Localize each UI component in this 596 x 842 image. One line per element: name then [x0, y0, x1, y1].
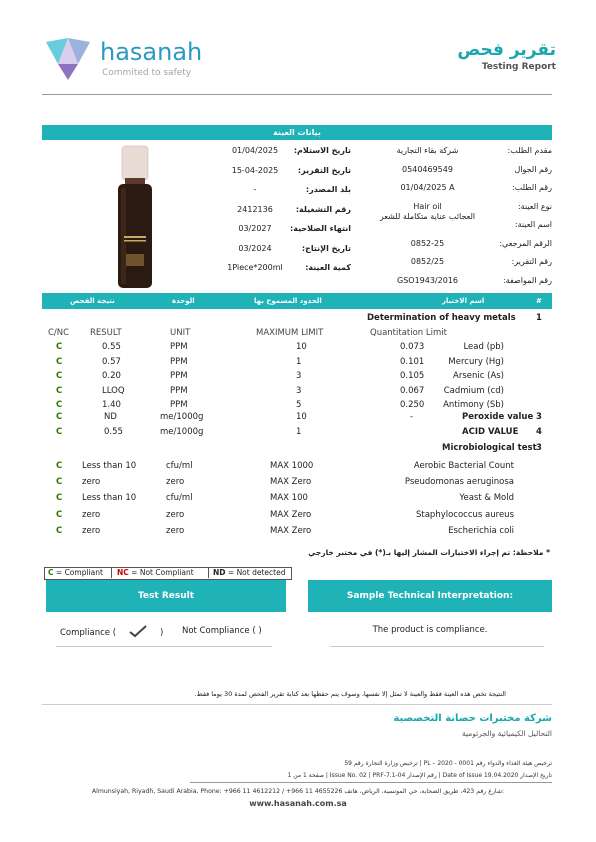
- external-lab-note: * ملاحظة: تم إجراء الاختبارات المشار إليها بـ(*) في مختبر خارجي: [308, 548, 550, 557]
- right-field-value: شركة بقاء التجارية: [396, 146, 459, 155]
- right-field-value: العجائب عناية متكاملة للشعر: [379, 212, 476, 221]
- unit-value: zero: [166, 509, 185, 520]
- col-max: MAXIMUM LIMIT: [256, 328, 324, 338]
- compliance-code: C: [56, 493, 63, 504]
- unit-value: PPM: [170, 371, 188, 381]
- unit-value: cfu/ml: [166, 461, 193, 471]
- compliance-code: C: [56, 525, 63, 536]
- compliance-code: C: [56, 371, 63, 381]
- col-test-name-ar: اسم الاختبار: [442, 297, 485, 305]
- test-name: Arsenic (As): [453, 371, 504, 381]
- product-image: [112, 144, 158, 290]
- footer-license: ترخيص هيئة الغذاء والدواء رقم PL – 2020 - 0001 | ترخيص وزارة التجارة رقم 59: [344, 760, 552, 767]
- col-result: RESULT: [90, 328, 122, 338]
- test-name: Yeast & Mold: [459, 493, 514, 504]
- legend: [44, 567, 292, 580]
- test-name: Escherichia coli: [448, 525, 514, 536]
- legend-nc: NC = Not Compliant: [117, 568, 194, 577]
- unit-value: PPM: [170, 342, 188, 352]
- checkmark-icon: [128, 624, 148, 641]
- compliance-code: C: [56, 412, 63, 422]
- compliance-code: C: [56, 356, 63, 367]
- legend-sep-2: [208, 568, 209, 578]
- test-name: ACID VALUE: [462, 427, 519, 437]
- result-value: Less than 10: [82, 493, 137, 504]
- compliance-code: C: [56, 477, 63, 488]
- col-quant: Quantitation Limit: [370, 328, 447, 338]
- quant-limit-value: 0.101: [400, 356, 425, 367]
- col-unit-ar: الوحدة: [172, 297, 195, 305]
- footer-website: www.hasanah.com.sa: [249, 799, 347, 808]
- unit-value: me/1000g: [160, 427, 204, 437]
- test-name: Cadmium (cd): [443, 385, 504, 396]
- right-field-value: Hair oil: [413, 201, 442, 211]
- max-limit-value: 5: [296, 400, 302, 410]
- micro-row: [42, 523, 552, 539]
- heavy-metal-row: [42, 340, 552, 355]
- right-field-value: GSO1943/2016: [397, 275, 458, 285]
- legend-sep-1: [111, 568, 112, 578]
- test-name: Mercury (Hg): [448, 356, 504, 367]
- left-field-label: انتهاء الصلاحية:: [290, 224, 351, 233]
- compliance-code: C: [56, 385, 63, 396]
- result-value: 1.40: [102, 400, 121, 410]
- test-num: 3: [536, 412, 542, 422]
- result-value: LLOQ: [102, 385, 125, 396]
- micro-row: [42, 458, 552, 474]
- compliance-code: C: [56, 342, 63, 352]
- right-field-value: 0540469549: [402, 164, 453, 174]
- test-result-heading: Test Result: [46, 580, 286, 612]
- test-name: Aerobic Bacterial Count: [413, 461, 514, 471]
- col-result-ar: نتيجة الفحص: [70, 297, 115, 305]
- report-title-en: Testing Report: [481, 62, 556, 72]
- left-field-label: تاريخ الإنتاج:: [301, 243, 351, 253]
- unit-value: me/1000g: [160, 412, 204, 422]
- result-value: 0.55: [102, 342, 121, 352]
- footer-divider: [190, 782, 552, 783]
- left-field-value: 2412136: [237, 204, 273, 214]
- quant-limit-value: 0.067: [400, 385, 425, 396]
- quant-limit-value: 0.250: [400, 400, 425, 410]
- disclaimer-divider: [42, 704, 552, 705]
- left-field-value: 15-04-2025: [231, 165, 279, 175]
- quant-limit-value: -: [410, 412, 414, 422]
- other-test-row: [42, 425, 552, 440]
- compliance-code: C: [56, 461, 63, 471]
- sample-section-heading: بيانات العينة: [273, 128, 321, 137]
- result-value: zero: [82, 477, 101, 488]
- max-limit-value: MAX Zero: [270, 477, 312, 488]
- heavy-metal-row: [42, 384, 552, 399]
- right-field-label: رقم المواصفة:: [502, 275, 552, 285]
- unit-value: zero: [166, 525, 185, 536]
- test-result-underline: [56, 646, 272, 647]
- left-field-label: تاريخ التقرير:: [297, 165, 351, 175]
- brand-tagline: Commited to safety: [102, 68, 192, 78]
- unit-value: cfu/ml: [166, 493, 193, 504]
- micro-title: Microbiological test: [442, 443, 537, 453]
- right-field-value: 0852-25: [410, 238, 445, 248]
- micro-row: [42, 507, 552, 523]
- left-field-value: 01/04/2025: [231, 146, 279, 155]
- interpretation-text: The product is compliance.: [372, 625, 488, 635]
- test-name: Pseudomonas aeruginosa: [404, 477, 514, 488]
- result-value: 0.20: [102, 371, 121, 381]
- test-name: Antimony (Sb): [443, 400, 504, 410]
- brand-name: hasanah: [100, 38, 203, 66]
- header-divider: [42, 94, 552, 95]
- result-value: 0.55: [104, 427, 123, 437]
- footer-issue: تاريخ الإصدار Date of Issue 19.04.2020 | رقم الإصدار Issue No. 02 | PRF-7.1-04 | صفحة 1 من 1: [287, 772, 552, 779]
- compliance-code: C: [56, 427, 63, 437]
- left-field-value: -: [253, 185, 257, 194]
- heavy-metals-title-row: [42, 311, 552, 326]
- lab-name: شركة مختبرات حصانة التخصصية: [393, 713, 552, 724]
- micro-num: 3: [536, 443, 542, 453]
- heavy-metals-num: 1: [536, 313, 542, 323]
- results-table-header: [42, 293, 552, 309]
- unit-value: PPM: [170, 385, 188, 396]
- result-value: zero: [82, 509, 101, 520]
- heavy-metals-column-labels: [42, 326, 552, 341]
- other-test-row: [42, 410, 552, 425]
- not-compliance-label: Not Compliance ( ): [182, 626, 262, 636]
- report-title-ar: تقرير فحص: [457, 40, 556, 60]
- left-field-label: تاريخ الاستلام:: [293, 146, 351, 155]
- unit-value: PPM: [170, 356, 188, 367]
- left-field-value: 03/2027: [238, 224, 272, 233]
- result-value: 0.57: [102, 356, 121, 367]
- micro-title-row: [42, 441, 552, 456]
- result-value: zero: [82, 525, 101, 536]
- disclaimer: النتيجة تخص هذه العينة فقط والعينة لا تمثل إلا نفسها، وسوف يتم حفظها بعد كتابة تقرير الفحص لمدة 30 يوما فقط.: [194, 690, 506, 698]
- unit-value: PPM: [170, 400, 188, 410]
- compliance-row: [58, 624, 288, 640]
- footer-address: Almunsiyah, Riyadh, Saudi Arabia, Phone: +966 11 4612212 / +966 11 4655226 شارع رقم 423، طريق الصحابة، حي المونسية، الرياض، هاتف:: [91, 788, 505, 795]
- sample-section-bar: [42, 125, 552, 140]
- compliance-label: Compliance (: [60, 628, 117, 638]
- col-limits-ar: الحدود المسموح بها: [254, 297, 322, 305]
- result-value: ND: [104, 412, 117, 422]
- result-value: Less than 10: [82, 461, 137, 471]
- test-name: Lead (pb): [463, 342, 504, 352]
- right-field-label: نوع العينة:: [517, 201, 552, 211]
- col-unit: UNIT: [170, 328, 191, 338]
- compliance-code: C: [56, 400, 63, 410]
- test-num: 4: [536, 427, 542, 437]
- max-limit-value: MAX 1000: [270, 461, 314, 471]
- test-name: Peroxide value: [462, 412, 534, 422]
- legend-c: C = Compliant: [48, 568, 103, 577]
- max-limit-value: 1: [296, 427, 302, 437]
- max-limit-value: 3: [296, 371, 302, 381]
- heavy-metal-row: [42, 369, 552, 384]
- micro-row: [42, 490, 552, 506]
- compliance-close: ): [160, 628, 164, 638]
- interpretation-underline: [330, 646, 544, 647]
- micro-row: [42, 474, 552, 490]
- left-field-label: بلد المصدر:: [305, 185, 351, 194]
- lab-subtitle: التحاليل الكيميائية والجرثومية: [461, 729, 552, 738]
- max-limit-value: MAX 100: [270, 493, 308, 504]
- max-limit-value: 10: [296, 342, 307, 352]
- col-cnc: C/NC: [48, 328, 70, 338]
- right-field-label: الرقم المرجعي:: [499, 238, 552, 248]
- right-field-label: رقم الجوال: [514, 164, 552, 174]
- legend-nd: ND = Not detected: [213, 568, 286, 577]
- left-field-label: رقم التشغيلة:: [295, 204, 351, 214]
- right-field-label: رقم التقرير:: [511, 257, 552, 266]
- right-field-label: اسم العينة:: [514, 220, 552, 229]
- compliance-code: C: [56, 509, 63, 520]
- left-field-value: 1Piece*200ml: [227, 263, 283, 272]
- right-field-label: رقم الطلب:: [512, 183, 552, 192]
- max-limit-value: 10: [296, 412, 307, 422]
- unit-value: zero: [166, 477, 185, 488]
- right-field-label: مقدم الطلب:: [507, 146, 552, 155]
- left-field-value: 03/2024: [238, 243, 272, 253]
- max-limit-value: 1: [296, 356, 302, 367]
- quant-limit-value: 0.073: [400, 342, 425, 352]
- col-num: #: [536, 297, 542, 305]
- left-field-label: كمية العينة:: [305, 263, 351, 272]
- test-name: Staphylococcus aureus: [416, 509, 514, 520]
- logo-mark: [42, 34, 94, 82]
- quant-limit-value: 0.105: [400, 371, 425, 381]
- max-limit-value: 3: [296, 385, 302, 396]
- max-limit-value: MAX Zero: [270, 509, 312, 520]
- right-field-value: 01/04/2025 A: [400, 183, 455, 192]
- right-field-value: 0852/25: [410, 257, 445, 266]
- interpretation-heading: Sample Technical Interpretation:: [308, 580, 552, 612]
- heavy-metal-row: [42, 355, 552, 370]
- max-limit-value: MAX Zero: [270, 525, 312, 536]
- heavy-metals-title: Determination of heavy metals: [367, 313, 516, 323]
